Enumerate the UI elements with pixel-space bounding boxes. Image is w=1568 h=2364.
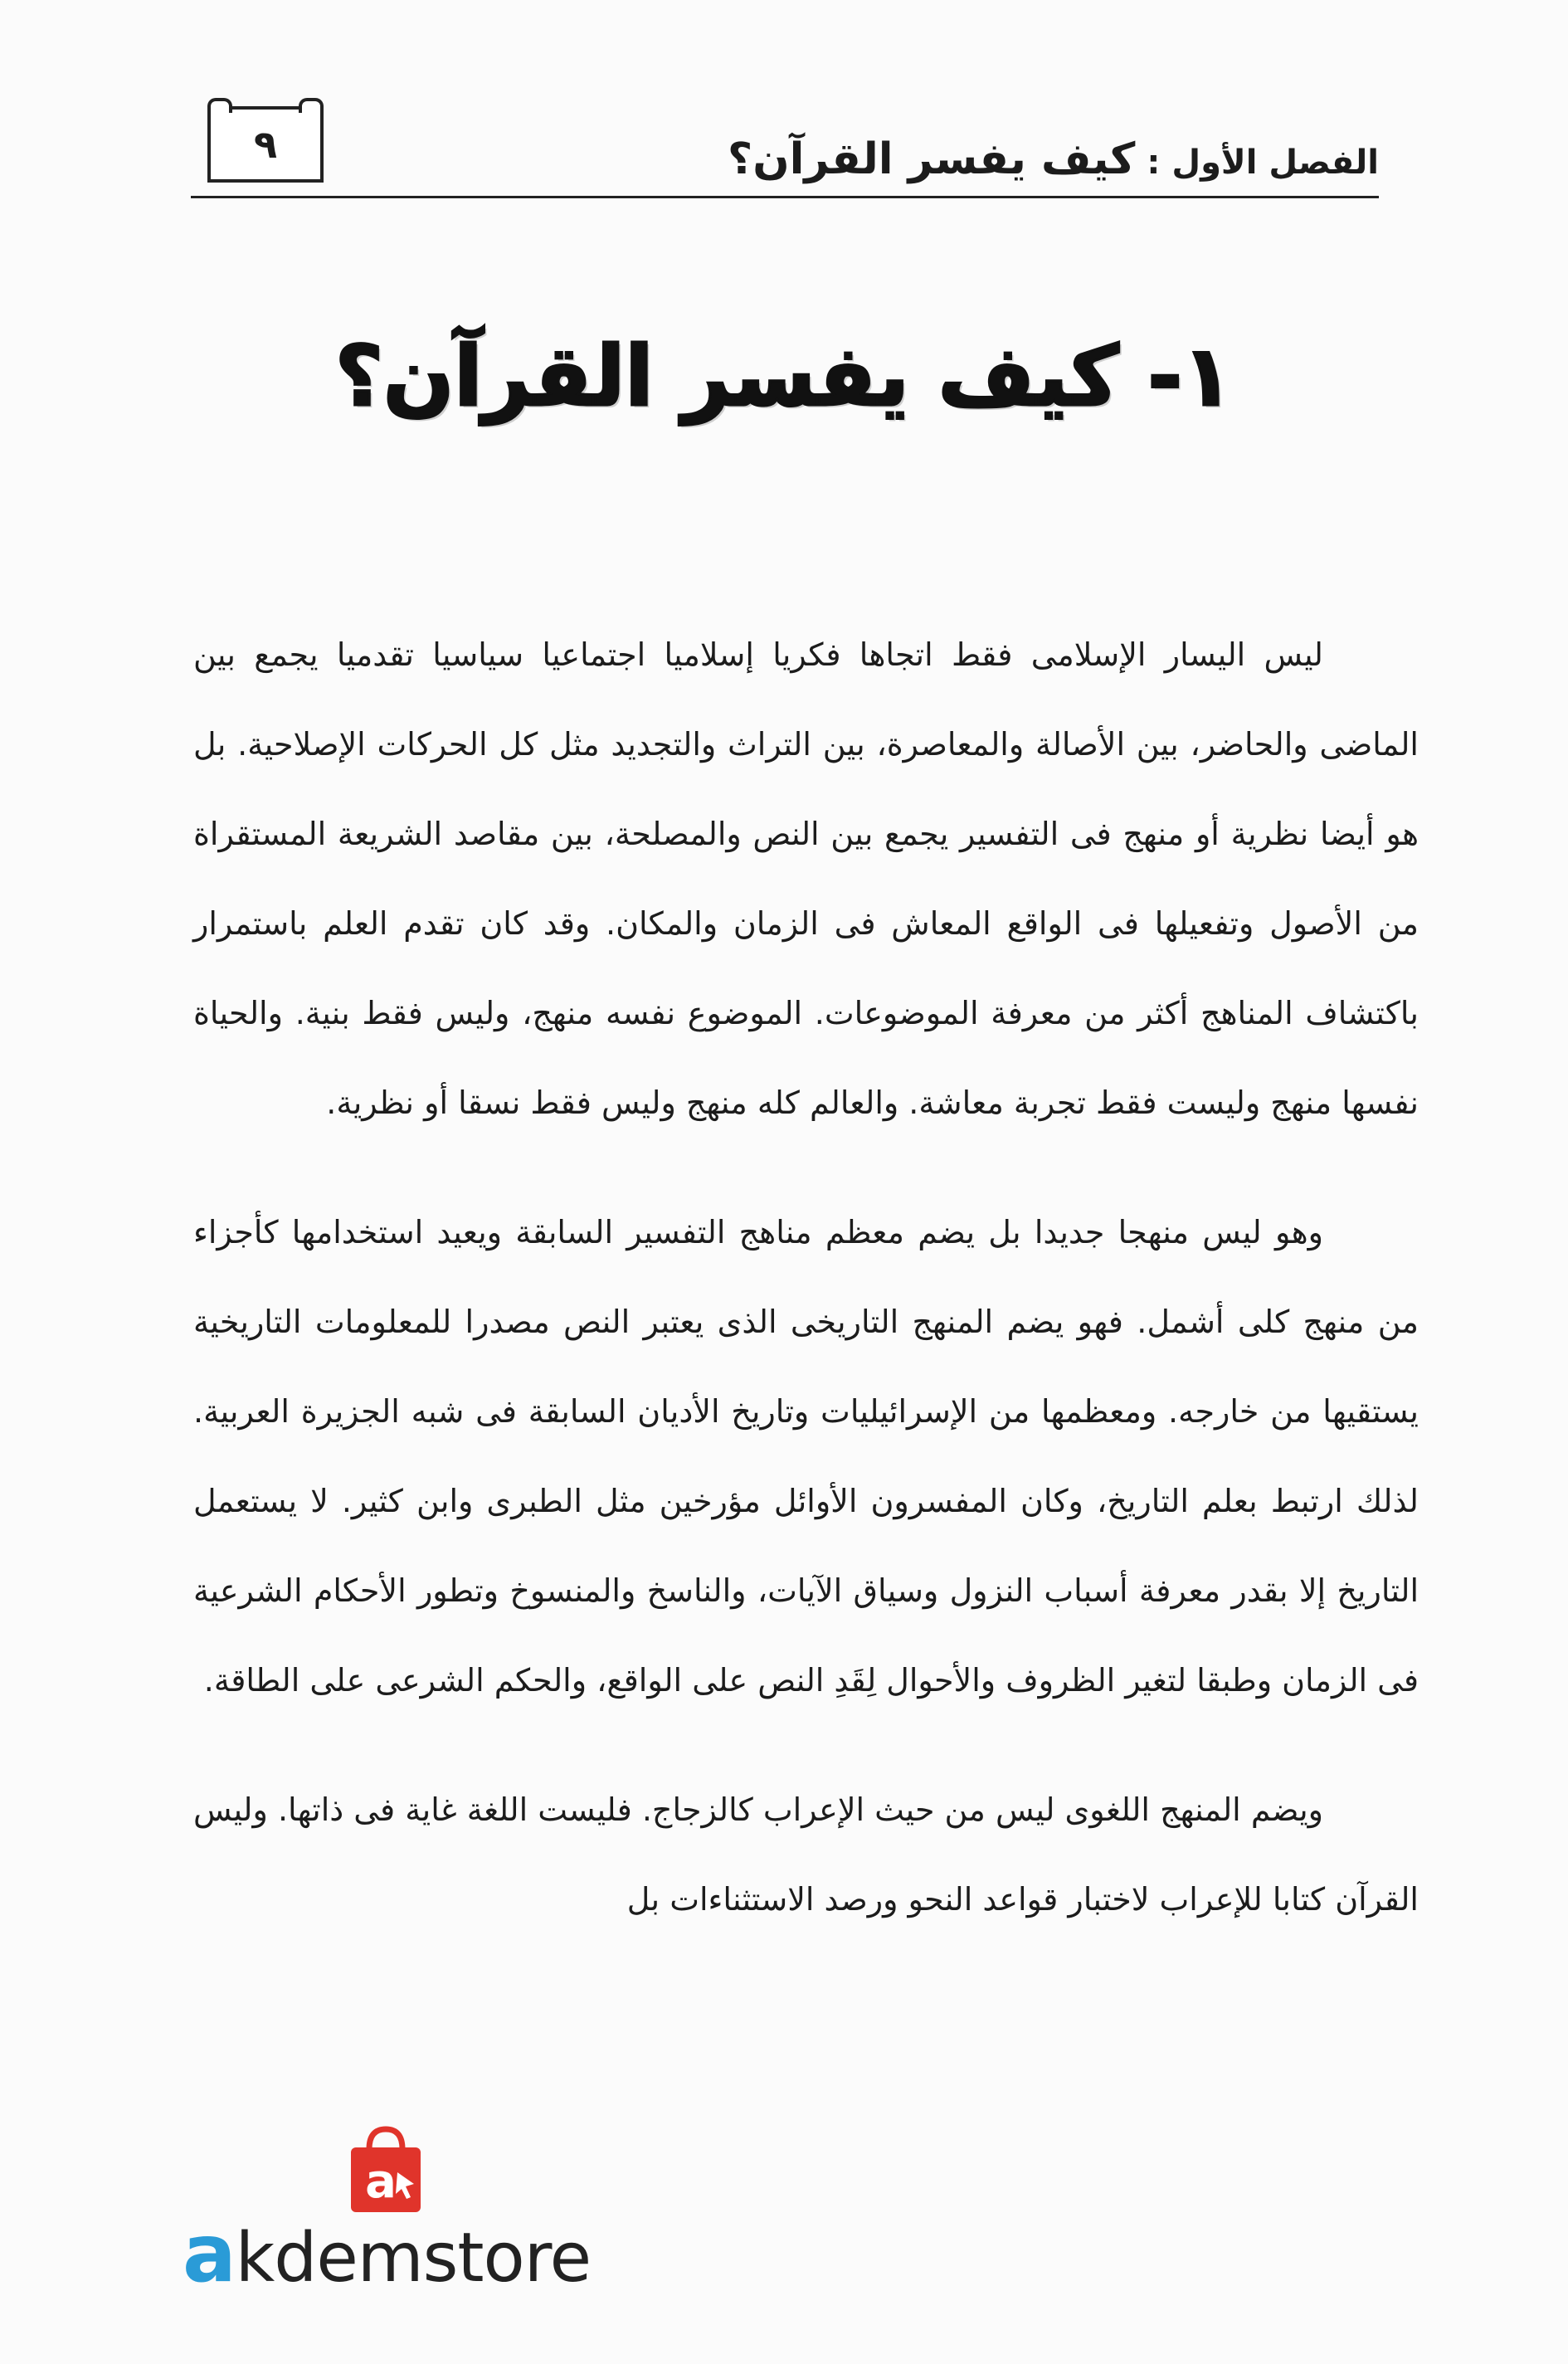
chapter-label: الفصل الأول xyxy=(1171,144,1379,182)
header-text xyxy=(728,134,1379,184)
wordmark-name: kdemstore xyxy=(235,2219,592,2298)
paragraph: ويضم المنهج اللغوى ليس من حيث الإعراب كالزجاج. فليست اللغة غاية فى ذاتها. وليس القرآن كتابا للإعراب لاختبار قواعد النحو ورصد الاستثناءات بل xyxy=(193,1791,1419,1918)
page-number: ٩ xyxy=(207,106,324,183)
store-watermark-logo xyxy=(183,2124,614,2298)
header-title: كيف يفسر القرآن؟ xyxy=(728,134,1136,184)
chapter-heading: ١- كيف يفسر القرآن؟ xyxy=(334,328,1234,425)
paragraph: ليس اليسار الإسلامى فقط اتجاها فكريا إسلاميا اجتماعيا سياسيا تقدميا يجمع بين الماضى والحاضر، بين الأصالة والمعاصرة، بين التراث والتجديد مثل كل الحركات الإصلاحية. بل هو أيضا نظرية أو منهج فى التفسير يجمع بين النص والمصلحة، بين مقاصد الشريعة المستقراة من الأصول وتفعيلها فى الواقع المعاش فى الزمان والمكان. وقد كان تقدم العلم باستمرار باكتشاف المناهج أكثر من معرفة الموضوعات. الموضوع نفسه منهج، وليس فقط بنية. والحياة نفسها منهج وليست فقط تجربة معاشة. والعالم كله منهج وليس فقط نسقا أو نظرية. xyxy=(193,636,1419,1121)
header-separator: : xyxy=(1147,144,1161,182)
wordmark-prefix: a xyxy=(183,2207,236,2300)
paragraph: وهو ليس منهجا جديدا بل يضم معظم مناهج التفسير السابقة ويعيد استخدامها كأجزاء من منهج كلى أشمل. فهو يضم المنهج التاريخى الذى يعتبر النص مصدرا للمعلومات التاريخية يستقيها من خارجه. ومعظمها من الإسرائيليات وتاريخ الأديان السابقة فى شبه الجزيرة العربية. لذلك ارتبط بعلم التاريخ، وكان المفسرون الأوائل مؤرخين مثل الطبرى وابن كثير. لا يستعمل التاريخ إلا بقدر معرفة أسباب النزول وسياق الآيات، والناسخ والمنسوخ وتطور الأحكام الشرعية فى الزمان وطبقا لتغير الظروف والأحوال لِقَدِ النص على الواقع، والحكم الشرعى على الطاقة. xyxy=(193,1214,1419,1699)
badge-letter: a xyxy=(365,2155,397,2209)
running-header xyxy=(191,106,1379,198)
store-wordmark xyxy=(183,2207,592,2300)
body-text xyxy=(193,610,1419,1984)
shopping-bag-icon xyxy=(344,2124,427,2215)
